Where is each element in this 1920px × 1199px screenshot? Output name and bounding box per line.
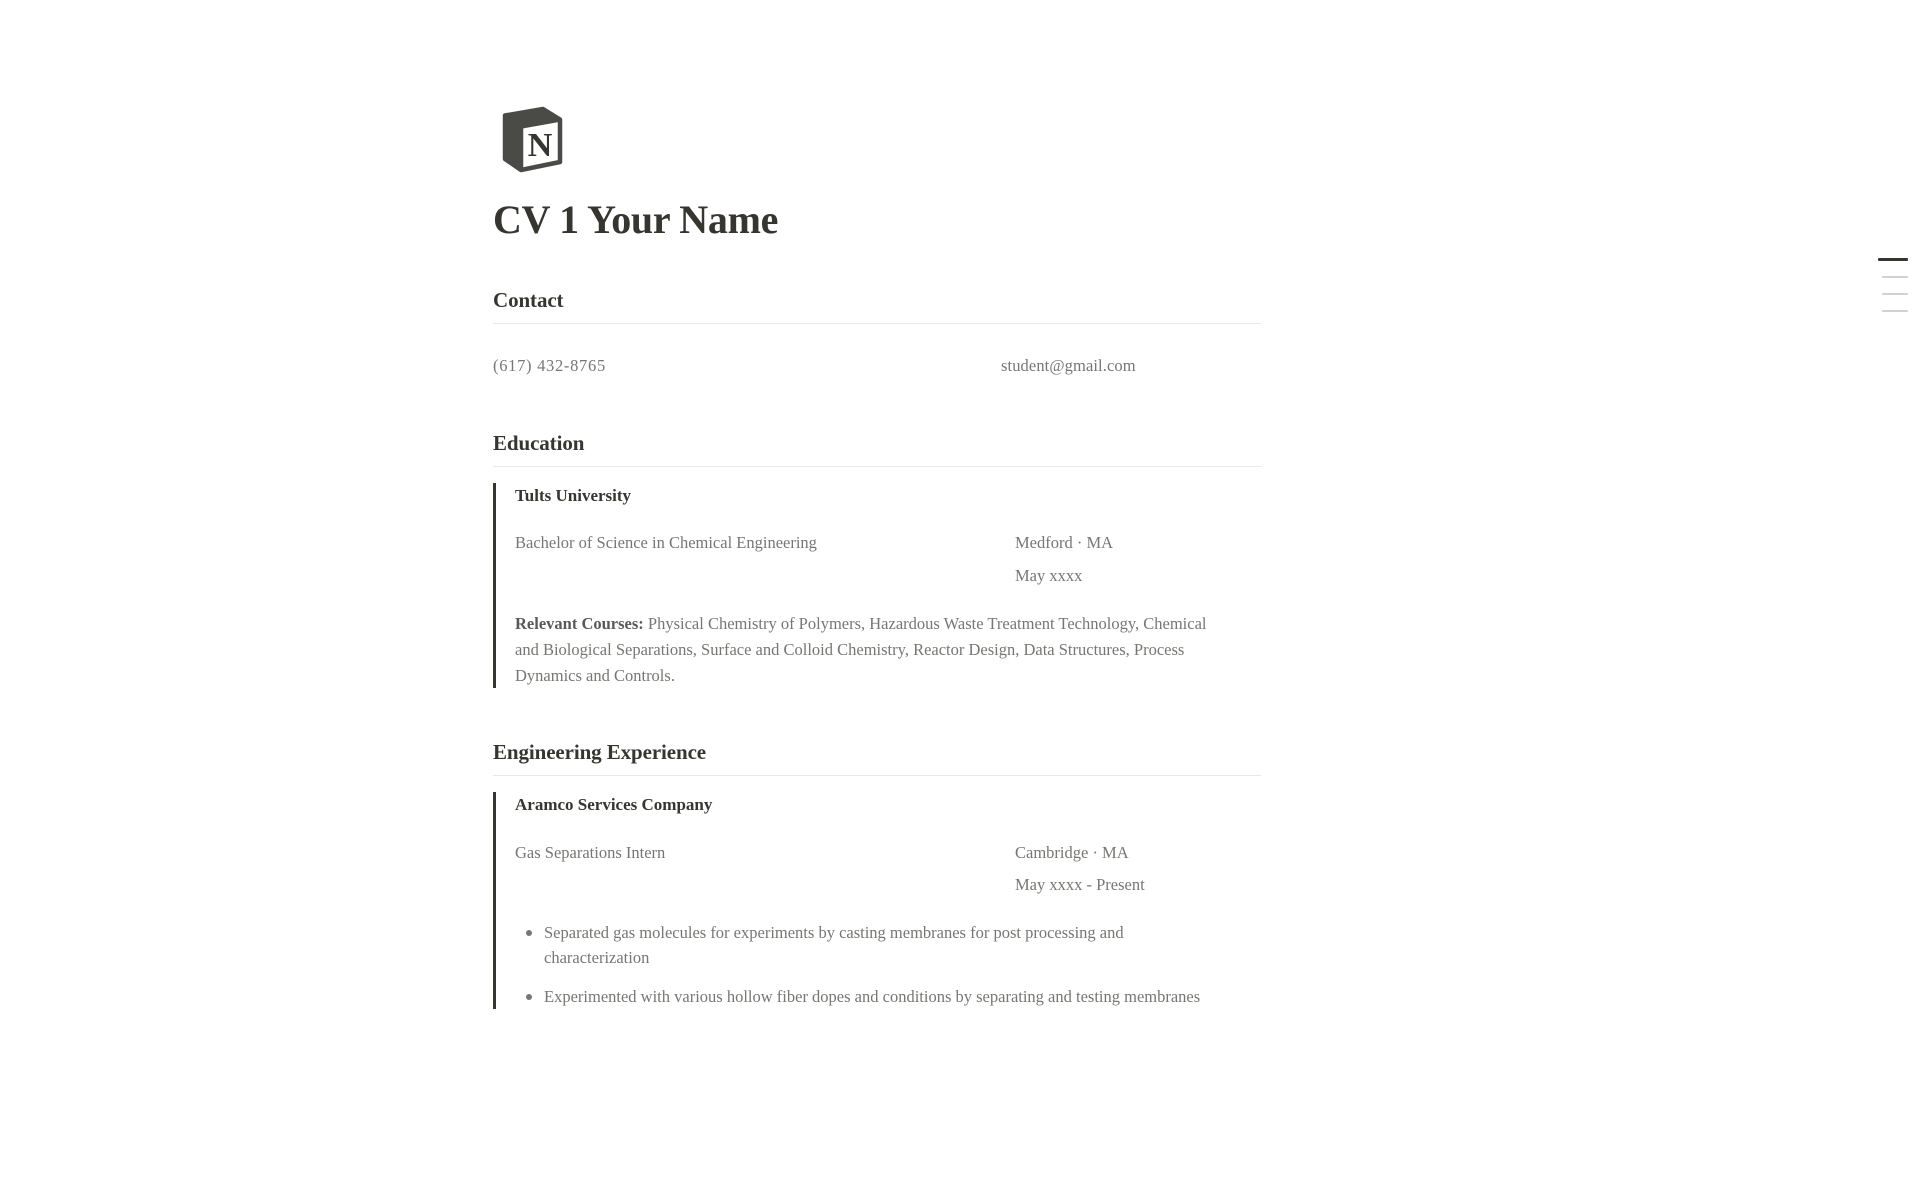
section-heading-education[interactable]: Education (493, 430, 585, 455)
section-contact (493, 288, 1440, 379)
contact-email[interactable]: student@gmail.com (1001, 356, 1136, 375)
list-item[interactable]: Separated gas molecules for experiments by casting membranes for post processing and characterization (515, 920, 1215, 971)
section-education (493, 431, 1440, 688)
education-detail-left (515, 530, 1015, 588)
experience-date[interactable]: May xxxx - Present (1015, 875, 1145, 895)
spacer (480, 379, 1440, 431)
table-of-contents-indicator[interactable] (1868, 258, 1908, 312)
experience-detail-left (515, 840, 1015, 898)
section-divider (493, 323, 1261, 324)
toc-line[interactable] (1882, 310, 1908, 312)
contact-column-right (877, 354, 1261, 379)
education-institution[interactable]: Tults University (515, 485, 632, 505)
page-title[interactable]: CV 1 Your Name (493, 197, 779, 242)
experience-bullet-list (515, 920, 1215, 1010)
experience-detail-right (1015, 840, 1237, 898)
relevant-courses-text: Physical Chemistry of Polymers, Hazardous Waste Treatment Technology, Chemical and Biological Separations, Surface and Colloid Chemistry, Reactor Design, Data Structures, Process Dynamics and Controls. (515, 614, 1207, 685)
experience-entry (493, 792, 1238, 1009)
content-column (480, 100, 1440, 1009)
education-detail-right (1015, 530, 1237, 588)
section-divider (493, 466, 1261, 467)
list-item[interactable]: Experimented with various hollow fiber dopes and conditions by separating and testing membranes (515, 984, 1215, 1010)
toc-line[interactable] (1882, 276, 1908, 278)
relevant-courses-label: Relevant Courses: (515, 614, 644, 634)
experience-role[interactable]: Gas Separations Intern (515, 842, 666, 862)
education-location[interactable]: Medford · MA (1015, 533, 1114, 553)
svg-text:N: N (527, 127, 553, 164)
experience-company[interactable]: Aramco Services Company (515, 795, 713, 815)
education-detail-row (515, 530, 1237, 588)
toc-line[interactable] (1882, 293, 1908, 295)
section-divider (493, 775, 1261, 776)
section-heading-engineering-experience[interactable]: Engineering Experience (493, 740, 707, 765)
section-heading-contact[interactable]: Contact (493, 288, 564, 312)
spacer (480, 688, 1440, 740)
education-date[interactable]: May xxxx (1015, 565, 1083, 585)
toc-line-active[interactable] (1878, 258, 1908, 261)
education-degree[interactable]: Bachelor of Science in Chemical Engineering (515, 533, 817, 553)
experience-detail-row (515, 840, 1237, 898)
section-engineering-experience (493, 740, 1440, 1009)
education-relevant-courses[interactable] (515, 611, 1225, 688)
notion-cube-logo-icon[interactable] (493, 100, 571, 178)
experience-location[interactable]: Cambridge · MA (1015, 842, 1129, 862)
education-entry (493, 483, 1238, 688)
contact-row (493, 354, 1261, 379)
contact-phone[interactable]: (617) 432-8765 (493, 356, 606, 375)
contact-column-left (493, 354, 877, 379)
